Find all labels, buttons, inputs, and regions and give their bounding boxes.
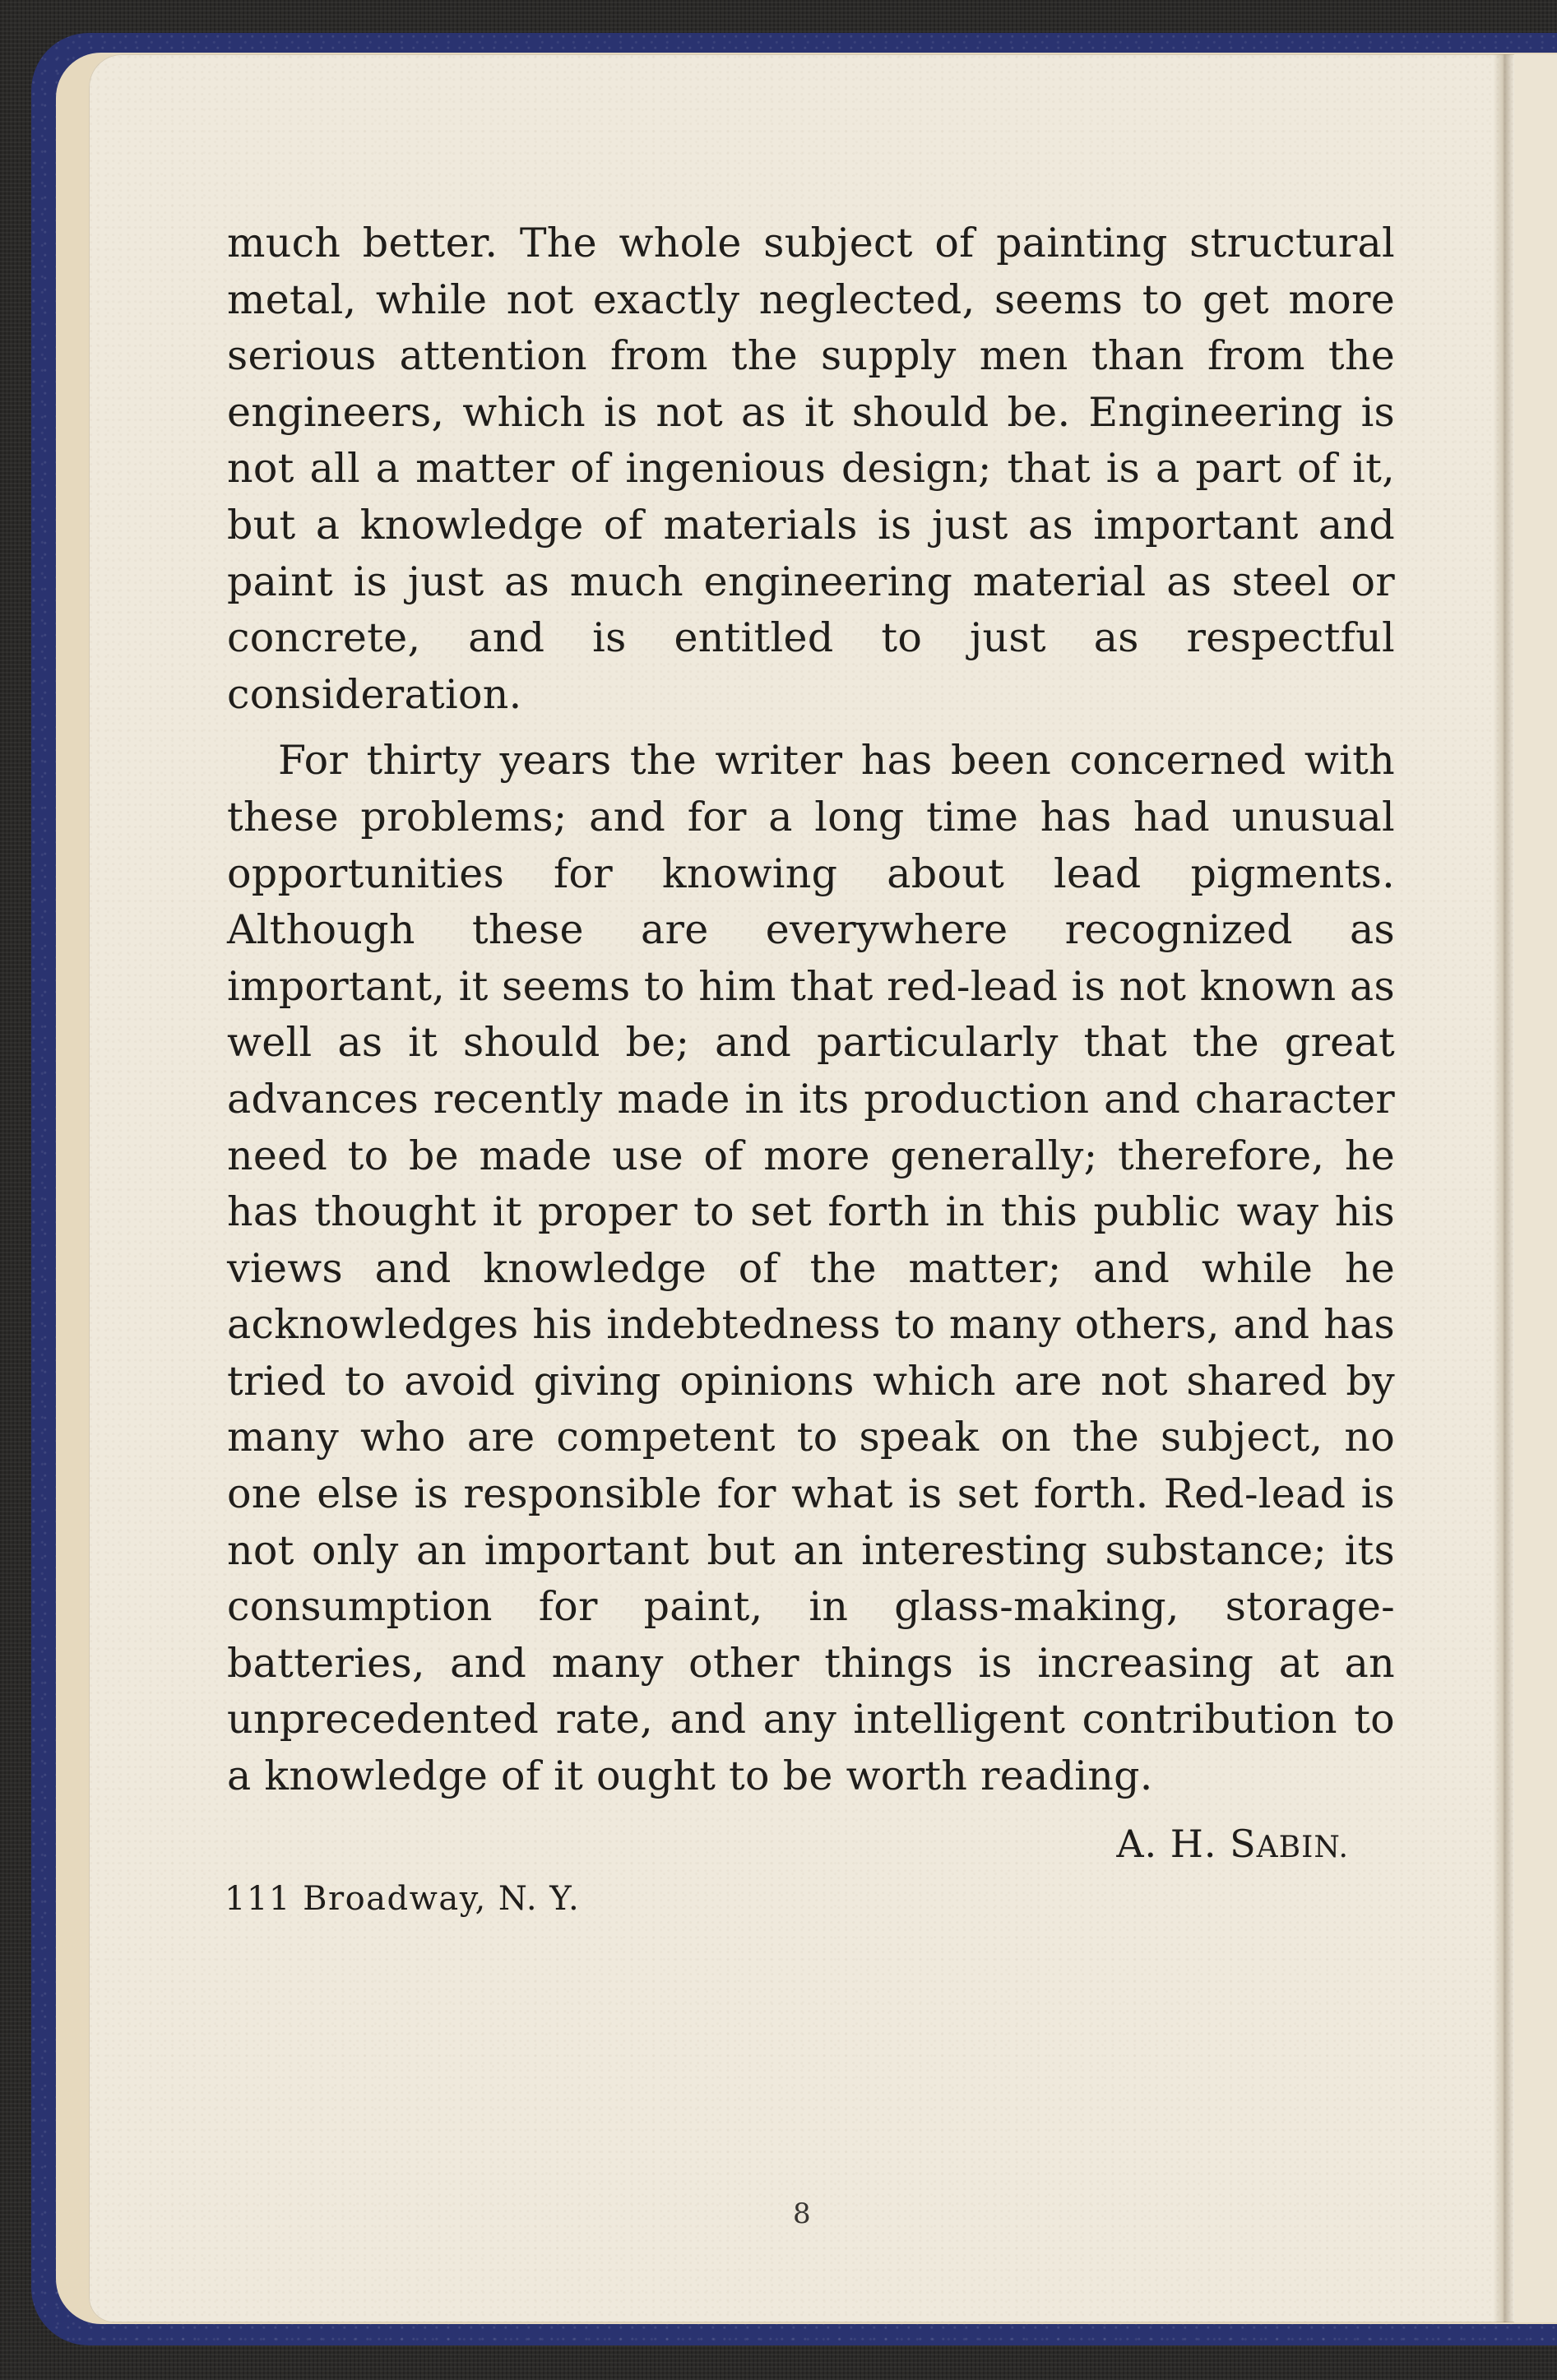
page-number: 8 bbox=[793, 2197, 811, 2230]
paragraph-2: For thirty years the writer has been concerned with these problems; and for a long time has had unusual opportunities for knowing about lead pigments. Although these are everywhere recognized as important, it seems to him that red-lead is not known as well as it should be; and particularly that the great advances recently made in its production and character need to be made use of more generally; therefore, he has thought it proper to set forth in this public way his views and knowledge of the matter; and while he acknowledges his indebtedness to many others, and has tried to avoid giving opinions which are not shared by many who are competent to speak on the subject, no one else is responsible for what is set forth. Red-lead is not only an important but an interesting substance; its consumption for paint, in glass-making, storage-batteries, and many other things is increasing at an unprecedented rate, and any intelligent contribution to a knowledge of it ought to be worth reading. bbox=[227, 737, 1395, 1800]
author-address: 111 Broadway, N. Y. bbox=[225, 1880, 581, 1918]
page-gutter bbox=[1493, 54, 1514, 2322]
paragraph-1: much better. The whole subject of painting structural metal, while not exactly neglected, seems to get more serious attention from the supply men than from the engineers, which is not as it should be. Engineering is not all a matter of ingenious design; that is a part of it, but a knowledge of materials is just as important and paint is just as much engineering material as steel or concrete, and is entitled to just as respectful consideration. bbox=[227, 220, 1395, 718]
signature-surname-smallcaps: ABIN. bbox=[1256, 1831, 1349, 1864]
signature-initials: A. H. S bbox=[1116, 1822, 1257, 1866]
facing-page-strip bbox=[1514, 54, 1557, 2322]
body-text bbox=[227, 215, 1395, 1805]
author-signature bbox=[1053, 1822, 1349, 1866]
